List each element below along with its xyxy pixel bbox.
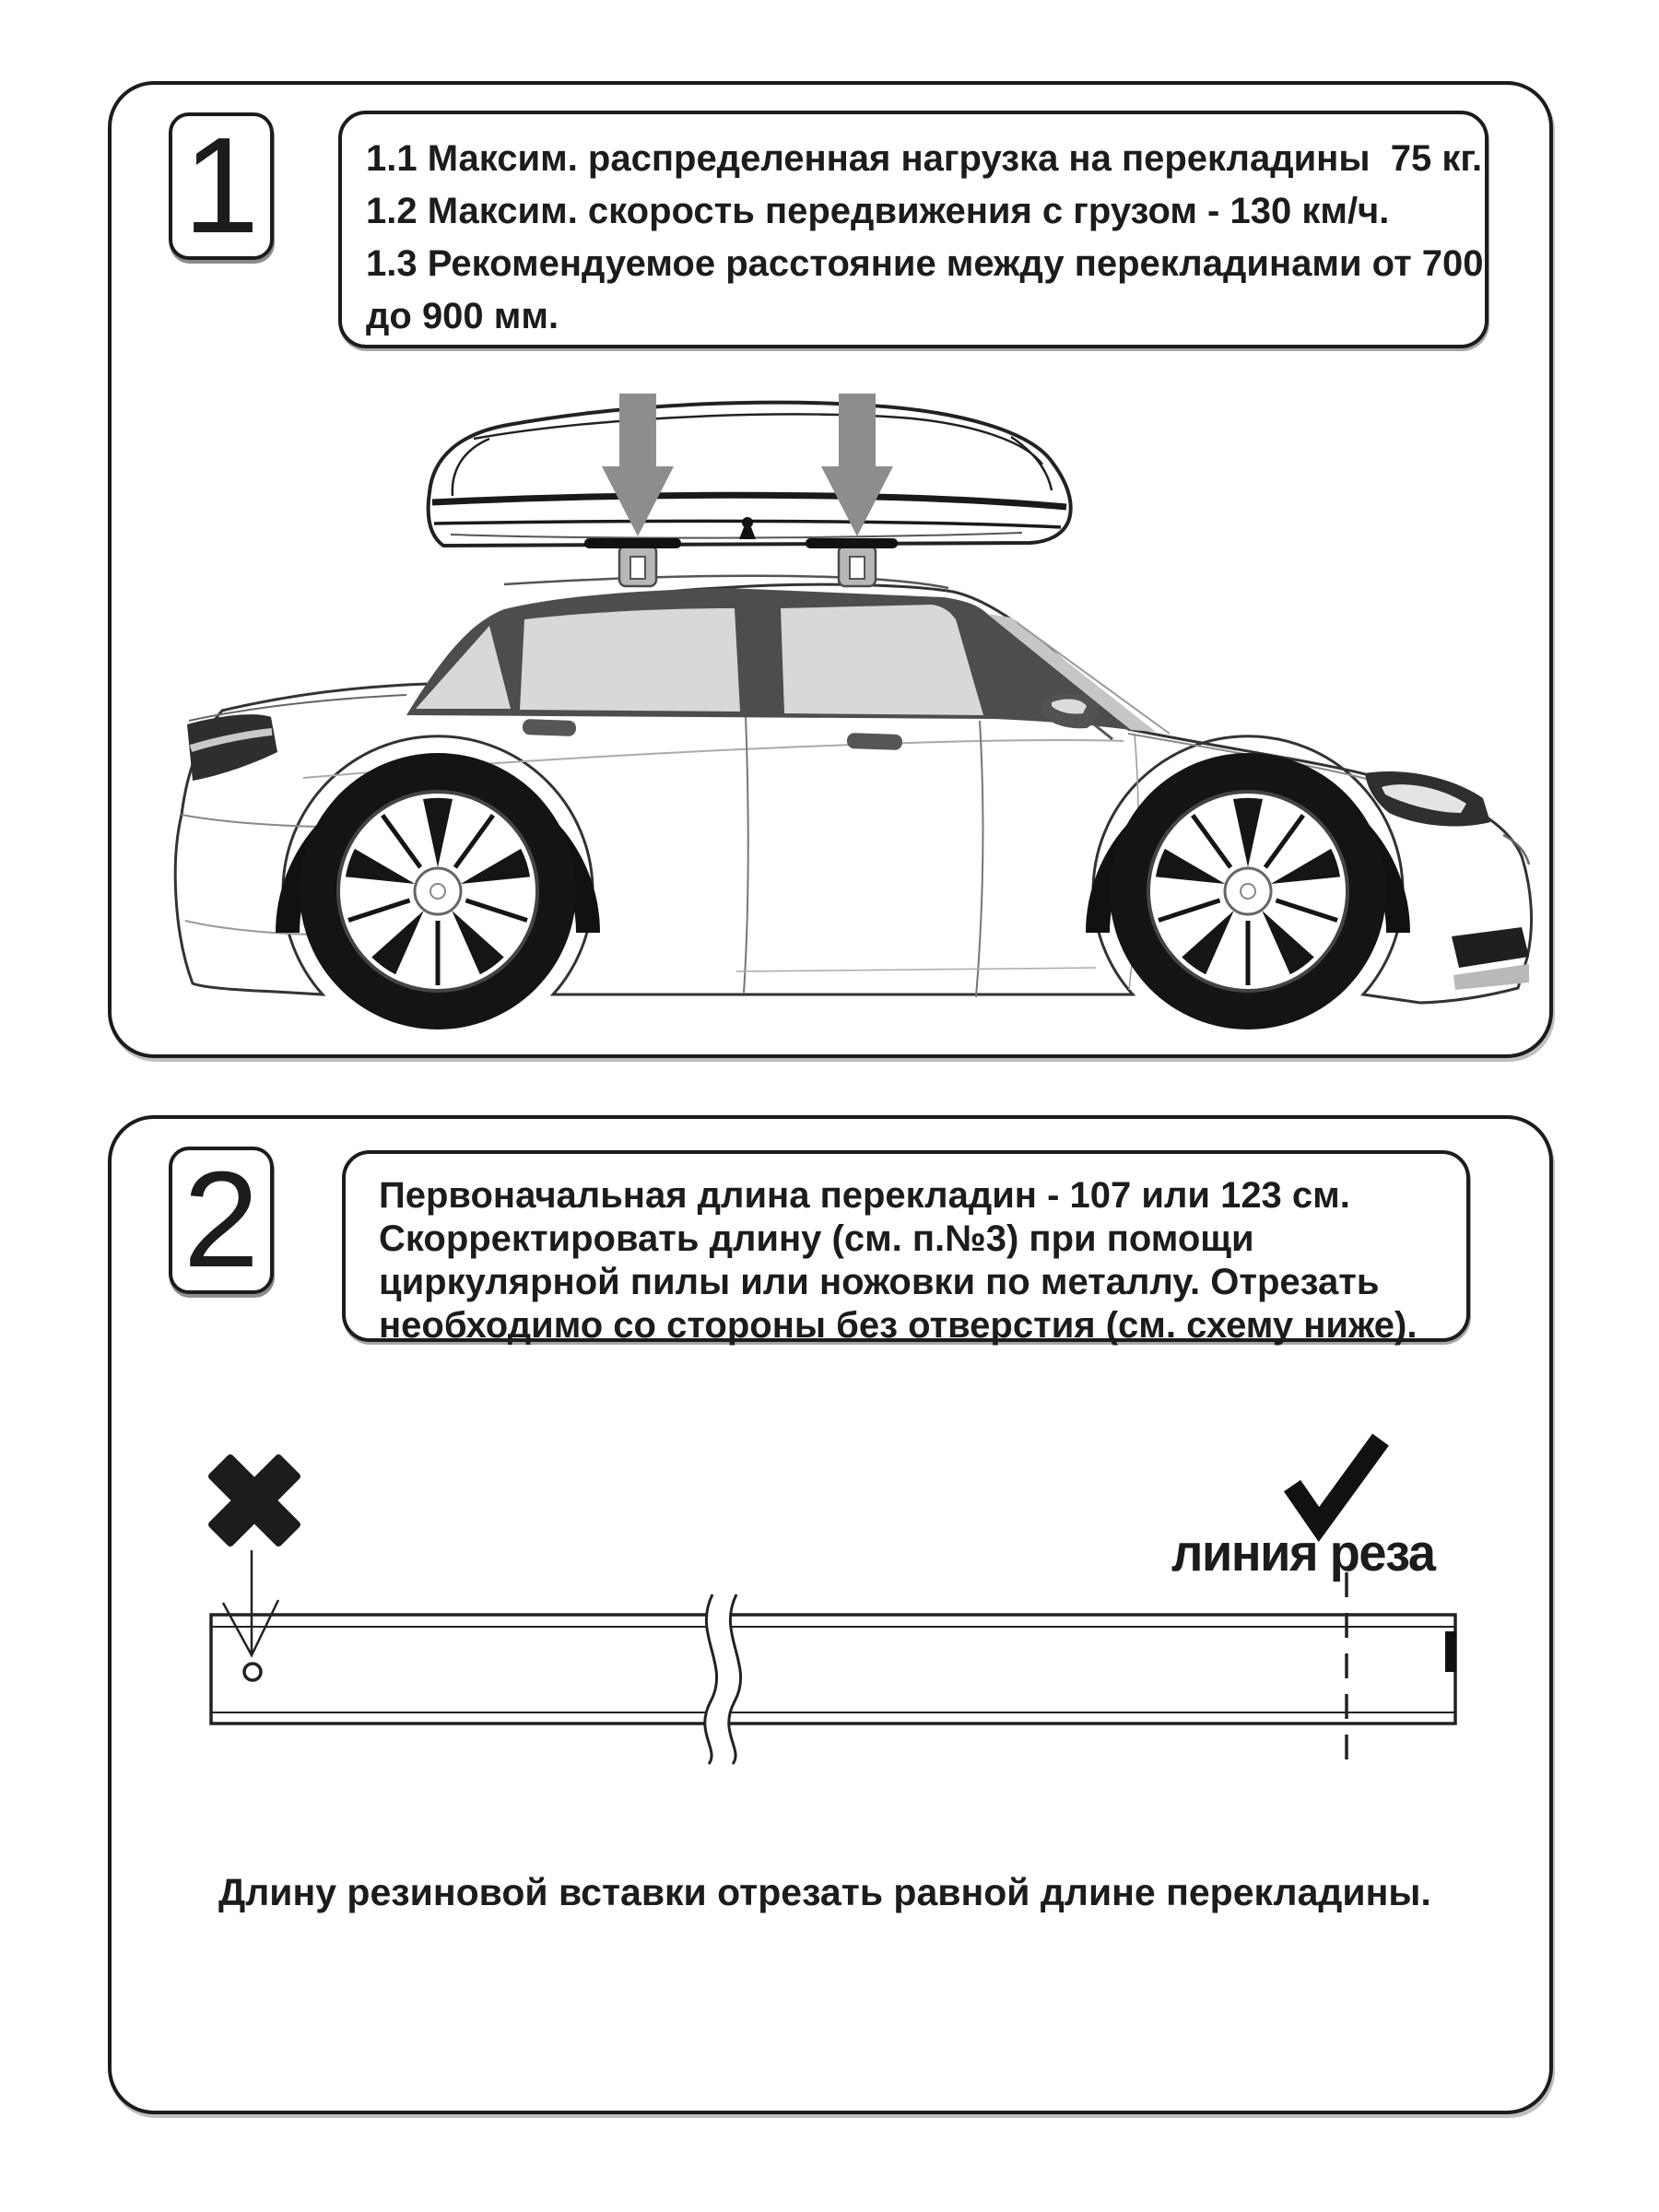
end-cap-notch (1445, 1631, 1456, 1672)
checkmark-icon (1292, 1440, 1381, 1524)
instruction-line: Первоначальная длина перекладин - 107 или 123 см. (379, 1175, 1350, 1216)
step-1-instructions-box (338, 111, 1488, 348)
step-number: 1 (182, 110, 260, 262)
rear-wheel (288, 753, 588, 1030)
instruction-line: циркулярной пилы или ножовки по металлу. Отрезать (379, 1262, 1380, 1302)
instruction-line: Скорректировать длину (см. п.№3) при помощи (379, 1218, 1254, 1259)
instruction-line: 1.1 Максим. распределенная нагрузка на перекладины 75 кг. (366, 138, 1483, 179)
instruction-line: 1.2 Максим. скорость передвижения с грузом - 130 км/ч. (366, 191, 1390, 231)
hole-circle (244, 1664, 261, 1680)
instruction-line: необходимо со стороны без отверстия (см. схему ниже). (379, 1305, 1418, 1346)
instruction-line: 1.3 Рекомендуемое расстояние между перекладинами от 700 (366, 243, 1484, 284)
front-wheel (1098, 753, 1398, 1030)
step-number-badge (169, 112, 274, 260)
cut-line-label: линия реза (1171, 1524, 1435, 1583)
x-mark-icon (182, 1429, 326, 1572)
instruction-line: до 900 мм. (366, 296, 559, 336)
rubber-insert-note: Длину резиновой вставки отрезать равной длине перекладины. (218, 1871, 1431, 1913)
crossbar-cut-diagram (112, 1119, 1546, 2103)
step-number: 2 (182, 1144, 260, 1296)
car-illustration (165, 382, 1538, 1051)
crossbar (211, 1615, 1456, 1724)
door-handle (523, 719, 577, 736)
step-2-panel (108, 1115, 1553, 2114)
roof-cargo-box (429, 403, 1071, 548)
door-handle (847, 733, 903, 750)
step-1-panel (108, 81, 1553, 1058)
